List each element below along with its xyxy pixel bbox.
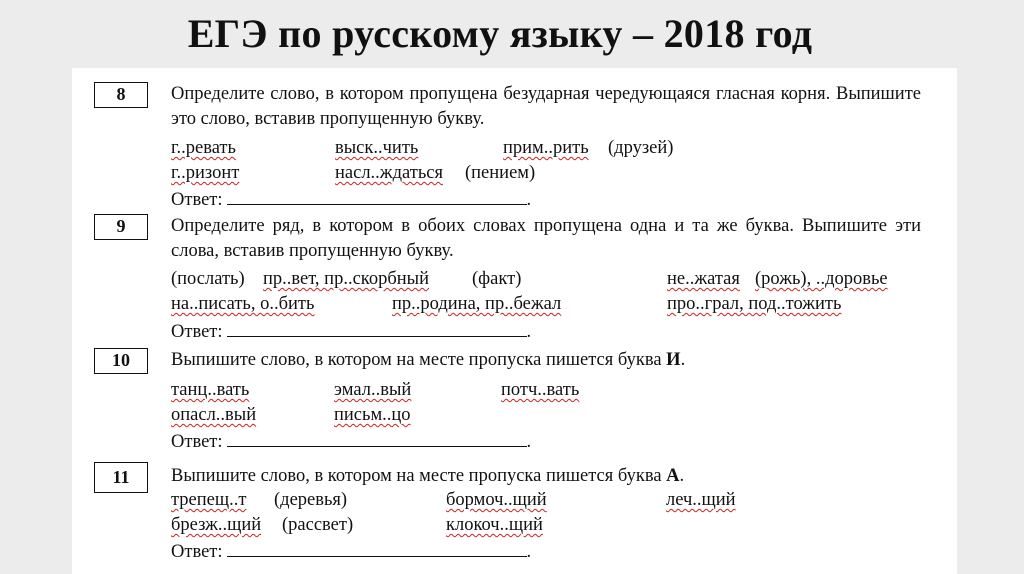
answer-row <box>171 320 531 343</box>
answer-end: . <box>526 432 532 452</box>
answer-row <box>171 430 531 453</box>
word-option: прим..рить <box>503 138 589 158</box>
answer-row <box>171 540 531 563</box>
word-option: г..ревать <box>171 138 236 158</box>
target-letter: И <box>666 350 681 370</box>
page-title: ЕГЭ по русскому языку – 2018 год <box>187 11 813 56</box>
word-option: насл..ждаться <box>335 163 443 183</box>
answer-end: . <box>526 190 532 210</box>
answer-end: . <box>526 542 532 562</box>
word-option: леч..щий <box>666 490 736 510</box>
answer-line[interactable] <box>227 188 527 205</box>
word-option: (рожь), ..доровье <box>755 269 888 289</box>
task-question: Выпишите слово, в котором на месте пропуска пишется буква И. <box>171 350 686 370</box>
word-note: (послать) <box>171 269 245 289</box>
word-option: брезж..щий <box>171 515 262 535</box>
answer-label: Ответ: <box>171 190 223 210</box>
task-question: Определите ряд, в котором в обоих словах пропущена одна и та же буква. Выпишите эти слова, вставив пропущенную букву. <box>171 216 921 261</box>
answer-line[interactable] <box>227 540 527 557</box>
task-number: 9 <box>94 214 148 240</box>
word-option: на..писать, о..бить <box>171 294 315 314</box>
answer-end: . <box>526 322 532 342</box>
task-number: 10 <box>94 348 148 374</box>
word-note: (пением) <box>465 163 536 183</box>
word-note: (деревья) <box>274 490 348 510</box>
word-option: про..грал, под..тожить <box>667 294 842 314</box>
word-option: эмал..вый <box>334 380 412 400</box>
word-note: (факт) <box>472 269 522 289</box>
word-note: (друзей) <box>608 138 674 158</box>
word-option: г..ризонт <box>171 163 240 183</box>
word-note: (рассвет) <box>282 515 354 535</box>
answer-label: Ответ: <box>171 542 223 562</box>
word-option: не..жатая <box>667 269 740 289</box>
answer-label: Ответ: <box>171 322 223 342</box>
word-option: бормоч..щий <box>446 490 547 510</box>
target-letter: А <box>666 466 680 486</box>
word-option: трепещ..т <box>171 490 247 510</box>
word-option: пр..вет, пр..скорбный <box>263 269 429 289</box>
answer-row <box>171 188 531 211</box>
word-option: потч..вать <box>501 380 580 400</box>
question-text: Выпишите слово, в котором на месте пропуска пишется буква <box>171 350 667 370</box>
task-question: Определите слово, в котором пропущена безударная чередующаяся гласная корня. Выпишите это слово, вставив пропущенную букву. <box>171 84 921 129</box>
answer-line[interactable] <box>227 430 527 447</box>
word-option: опасл..вый <box>171 405 257 425</box>
exam-sheet <box>72 68 957 574</box>
word-option: клокоч..щий <box>446 515 543 535</box>
task-number: 11 <box>94 462 148 493</box>
word-option: пр..родина, пр..бежал <box>392 294 562 314</box>
word-option: танц..вать <box>171 380 250 400</box>
answer-label: Ответ: <box>171 432 223 452</box>
question-text: Выпишите слово, в котором на месте пропуска пишется буква <box>171 466 667 486</box>
answer-line[interactable] <box>227 320 527 337</box>
word-option: выск..чить <box>335 138 419 158</box>
word-option: письм..цо <box>334 405 411 425</box>
task-question: Выпишите слово, в котором на месте пропуска пишется буква А. <box>171 466 685 486</box>
task-number: 8 <box>94 82 148 108</box>
